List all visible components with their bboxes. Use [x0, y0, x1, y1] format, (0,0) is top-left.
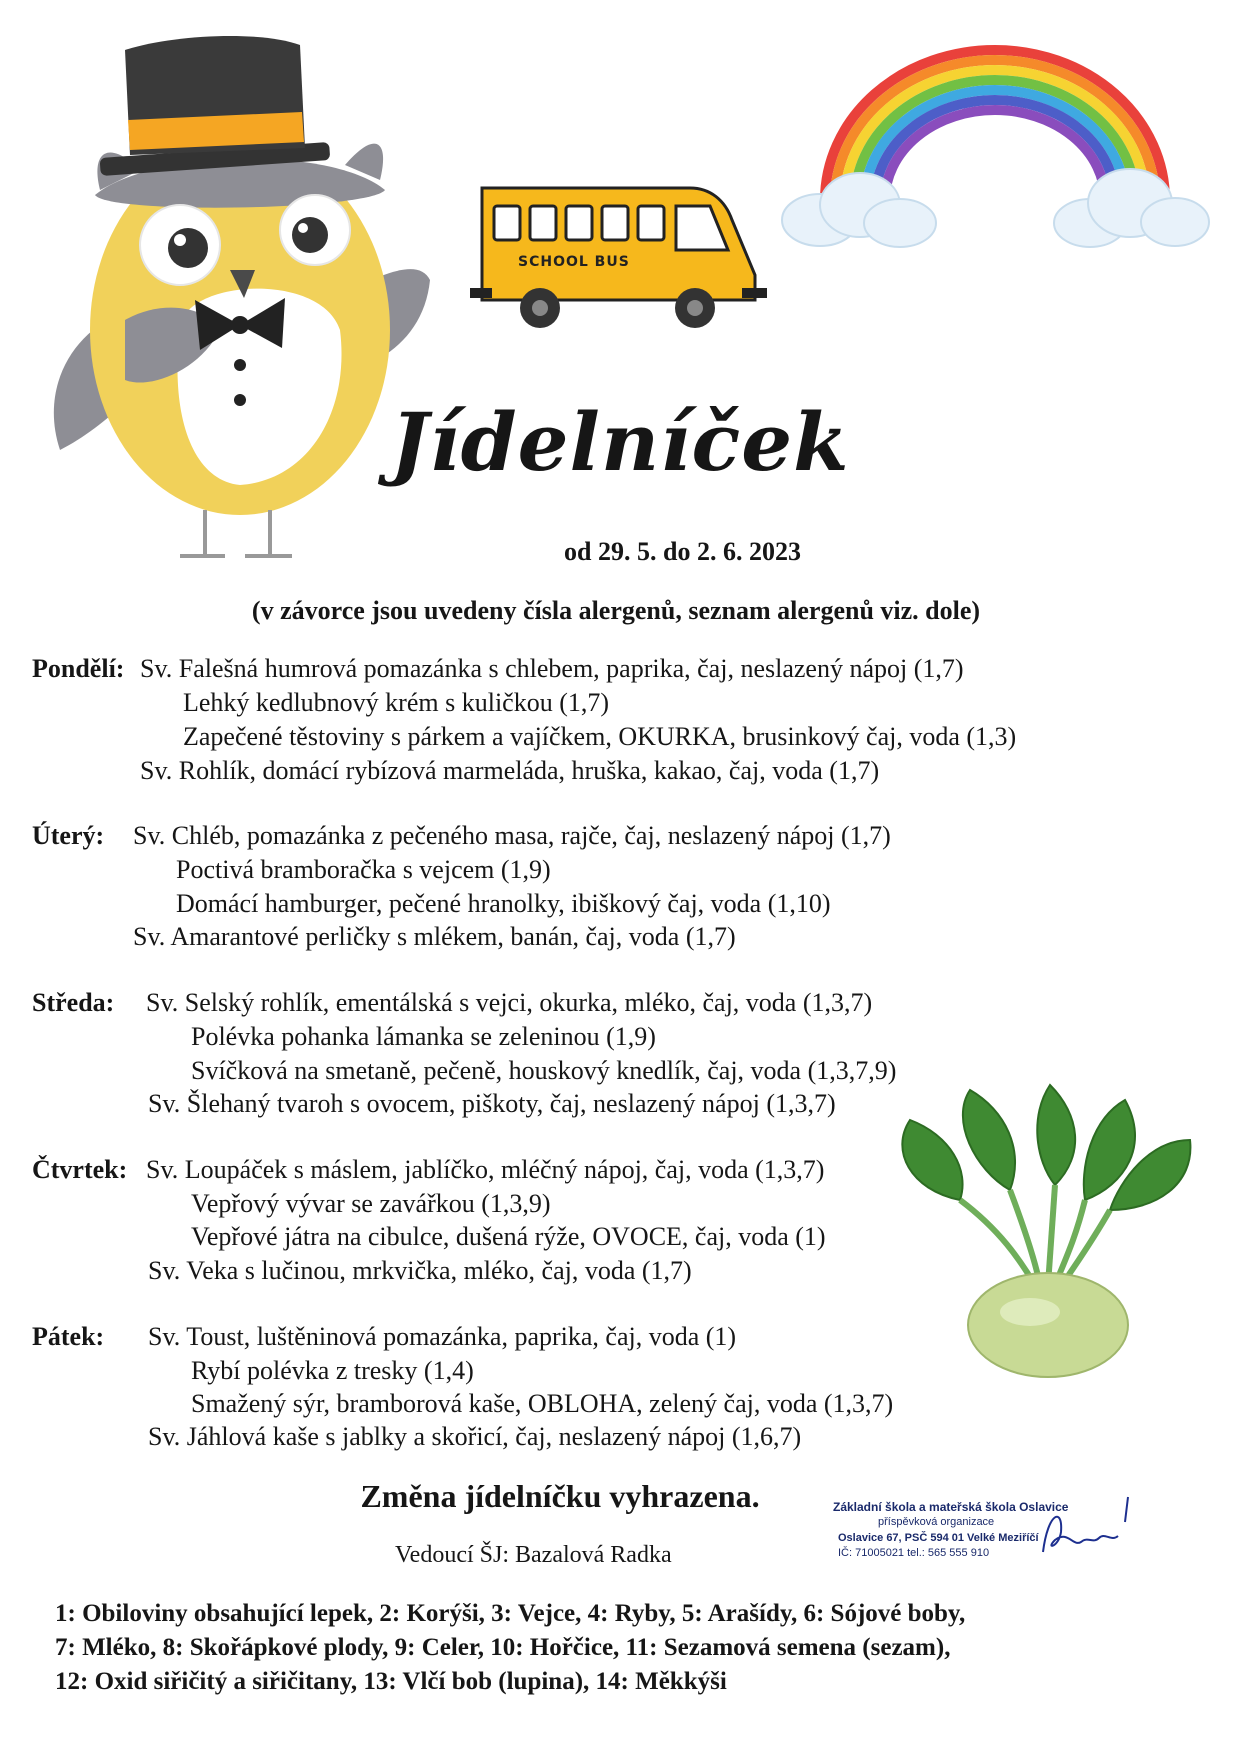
meal-friday-afternoon: Sv. Jáhlová kaše s jablky a skořicí, čaj, neslazený nápoj (1,6,7): [148, 1422, 802, 1451]
stamp-line-3: Oslavice 67, PSČ 594 01 Velké Meziříčí: [838, 1532, 1039, 1544]
stamp-line-1: Základní škola a mateřská škola Oslavice: [833, 1500, 1069, 1514]
stamp-line-4: IČ: 71005021 tel.: 565 555 910: [838, 1547, 990, 1559]
allergen-list-line-2: 7: Mléko, 8: Skořápkové plody, 9: Celer, 10: Hořčice, 11: Sezamová semena (sezam),: [55, 1634, 951, 1661]
meal-tuesday-main: Domácí hamburger, pečené hranolky, ibiškový čaj, voda (1,10): [176, 889, 831, 918]
meal-monday-main: Zapečené těstoviny s párkem a vajíčkem, OKURKA, brusinkový čaj, voda (1,3): [183, 722, 1017, 751]
meal-thursday-afternoon: Sv. Veka s lučinou, mrkvička, mléko, čaj, voda (1,7): [148, 1256, 692, 1285]
meal-wednesday-main: Svíčková na smetaně, pečeně, houskový knedlík, čaj, voda (1,3,7,9): [191, 1056, 897, 1085]
allergen-note: (v závorce jsou uvedeny čísla alergenů, seznam alergenů viz. dole): [251, 596, 981, 625]
stamp-line-2: příspěvková organizace: [878, 1516, 995, 1528]
signature: [1033, 1492, 1133, 1567]
owl-illustration: [30, 30, 450, 570]
meal-wednesday-snack: Sv. Selský rohlík, ementálská s vejci, okurka, mléko, čaj, voda (1,3,7): [146, 988, 873, 1017]
page-title: Jídelníček: [390, 395, 850, 489]
meal-friday-soup: Rybí polévka z tresky (1,4): [191, 1356, 474, 1385]
meal-monday-snack: Sv. Falešná humrová pomazánka s chlebem, paprika, čaj, neslazený nápoj (1,7): [140, 654, 964, 683]
head-cook-name: Vedoucí ŠJ: Bazalová Radka: [395, 1542, 672, 1568]
day-label-friday: Pátek:: [32, 1322, 105, 1351]
school-stamp: [833, 1492, 1133, 1572]
school-bus-illustration: [470, 180, 780, 340]
meal-friday-snack: Sv. Toust, luštěninová pomazánka, paprika, čaj, voda (1): [148, 1322, 737, 1351]
meal-thursday-soup: Vepřový vývar se zavářkou (1,3,9): [191, 1189, 551, 1218]
menu-change-notice: Změna jídelníčku vyhrazena.: [360, 1478, 760, 1514]
kohlrabi-illustration: [880, 1080, 1210, 1380]
meal-monday-afternoon: Sv. Rohlík, domácí rybízová marmeláda, hruška, kakao, čaj, voda (1,7): [140, 756, 880, 785]
meal-tuesday-snack: Sv. Chléb, pomazánka z pečeného masa, rajče, čaj, neslazený nápoj (1,7): [133, 821, 891, 850]
bus-sign: SCHOOL BUS: [518, 254, 630, 270]
allergen-list-line-1: 1: Obiloviny obsahující lepek, 2: Korýši, 3: Vejce, 4: Ryby, 5: Arašídy, 6: Sójové boby,: [55, 1600, 966, 1627]
meal-wednesday-afternoon: Sv. Šlehaný tvaroh s ovocem, piškoty, čaj, neslazený nápoj (1,3,7): [148, 1089, 836, 1118]
day-label-monday: Pondělí:: [32, 654, 125, 683]
meal-tuesday-afternoon: Sv. Amarantové perličky s mlékem, banán, čaj, voda (1,7): [133, 922, 736, 951]
meal-tuesday-soup: Poctivá bramboračka s vejcem (1,9): [176, 855, 551, 884]
allergen-list-line-3: 12: Oxid siřičitý a siřičitany, 13: Vlčí bob (lupina), 14: Měkkýši: [55, 1668, 727, 1695]
meal-wednesday-soup: Polévka pohanka lámanka se zeleninou (1,9): [191, 1022, 656, 1051]
day-label-tuesday: Úterý:: [32, 821, 105, 850]
day-label-wednesday: Středa:: [32, 988, 115, 1017]
meal-monday-soup: Lehký kedlubnový krém s kuličkou (1,7): [183, 688, 610, 717]
day-label-thursday: Čtvrtek:: [32, 1155, 128, 1184]
meal-friday-main: Smažený sýr, bramborová kaše, OBLOHA, zelený čaj, voda (1,3,7): [191, 1389, 894, 1418]
rainbow-illustration: [780, 40, 1210, 260]
meal-thursday-snack: Sv. Loupáček s máslem, jablíčko, mléčný nápoj, čaj, voda (1,3,7): [146, 1155, 825, 1184]
meal-thursday-main: Vepřové játra na cibulce, dušená rýže, OVOCE, čaj, voda (1): [191, 1222, 826, 1251]
date-range: od 29. 5. do 2. 6. 2023: [564, 537, 801, 566]
